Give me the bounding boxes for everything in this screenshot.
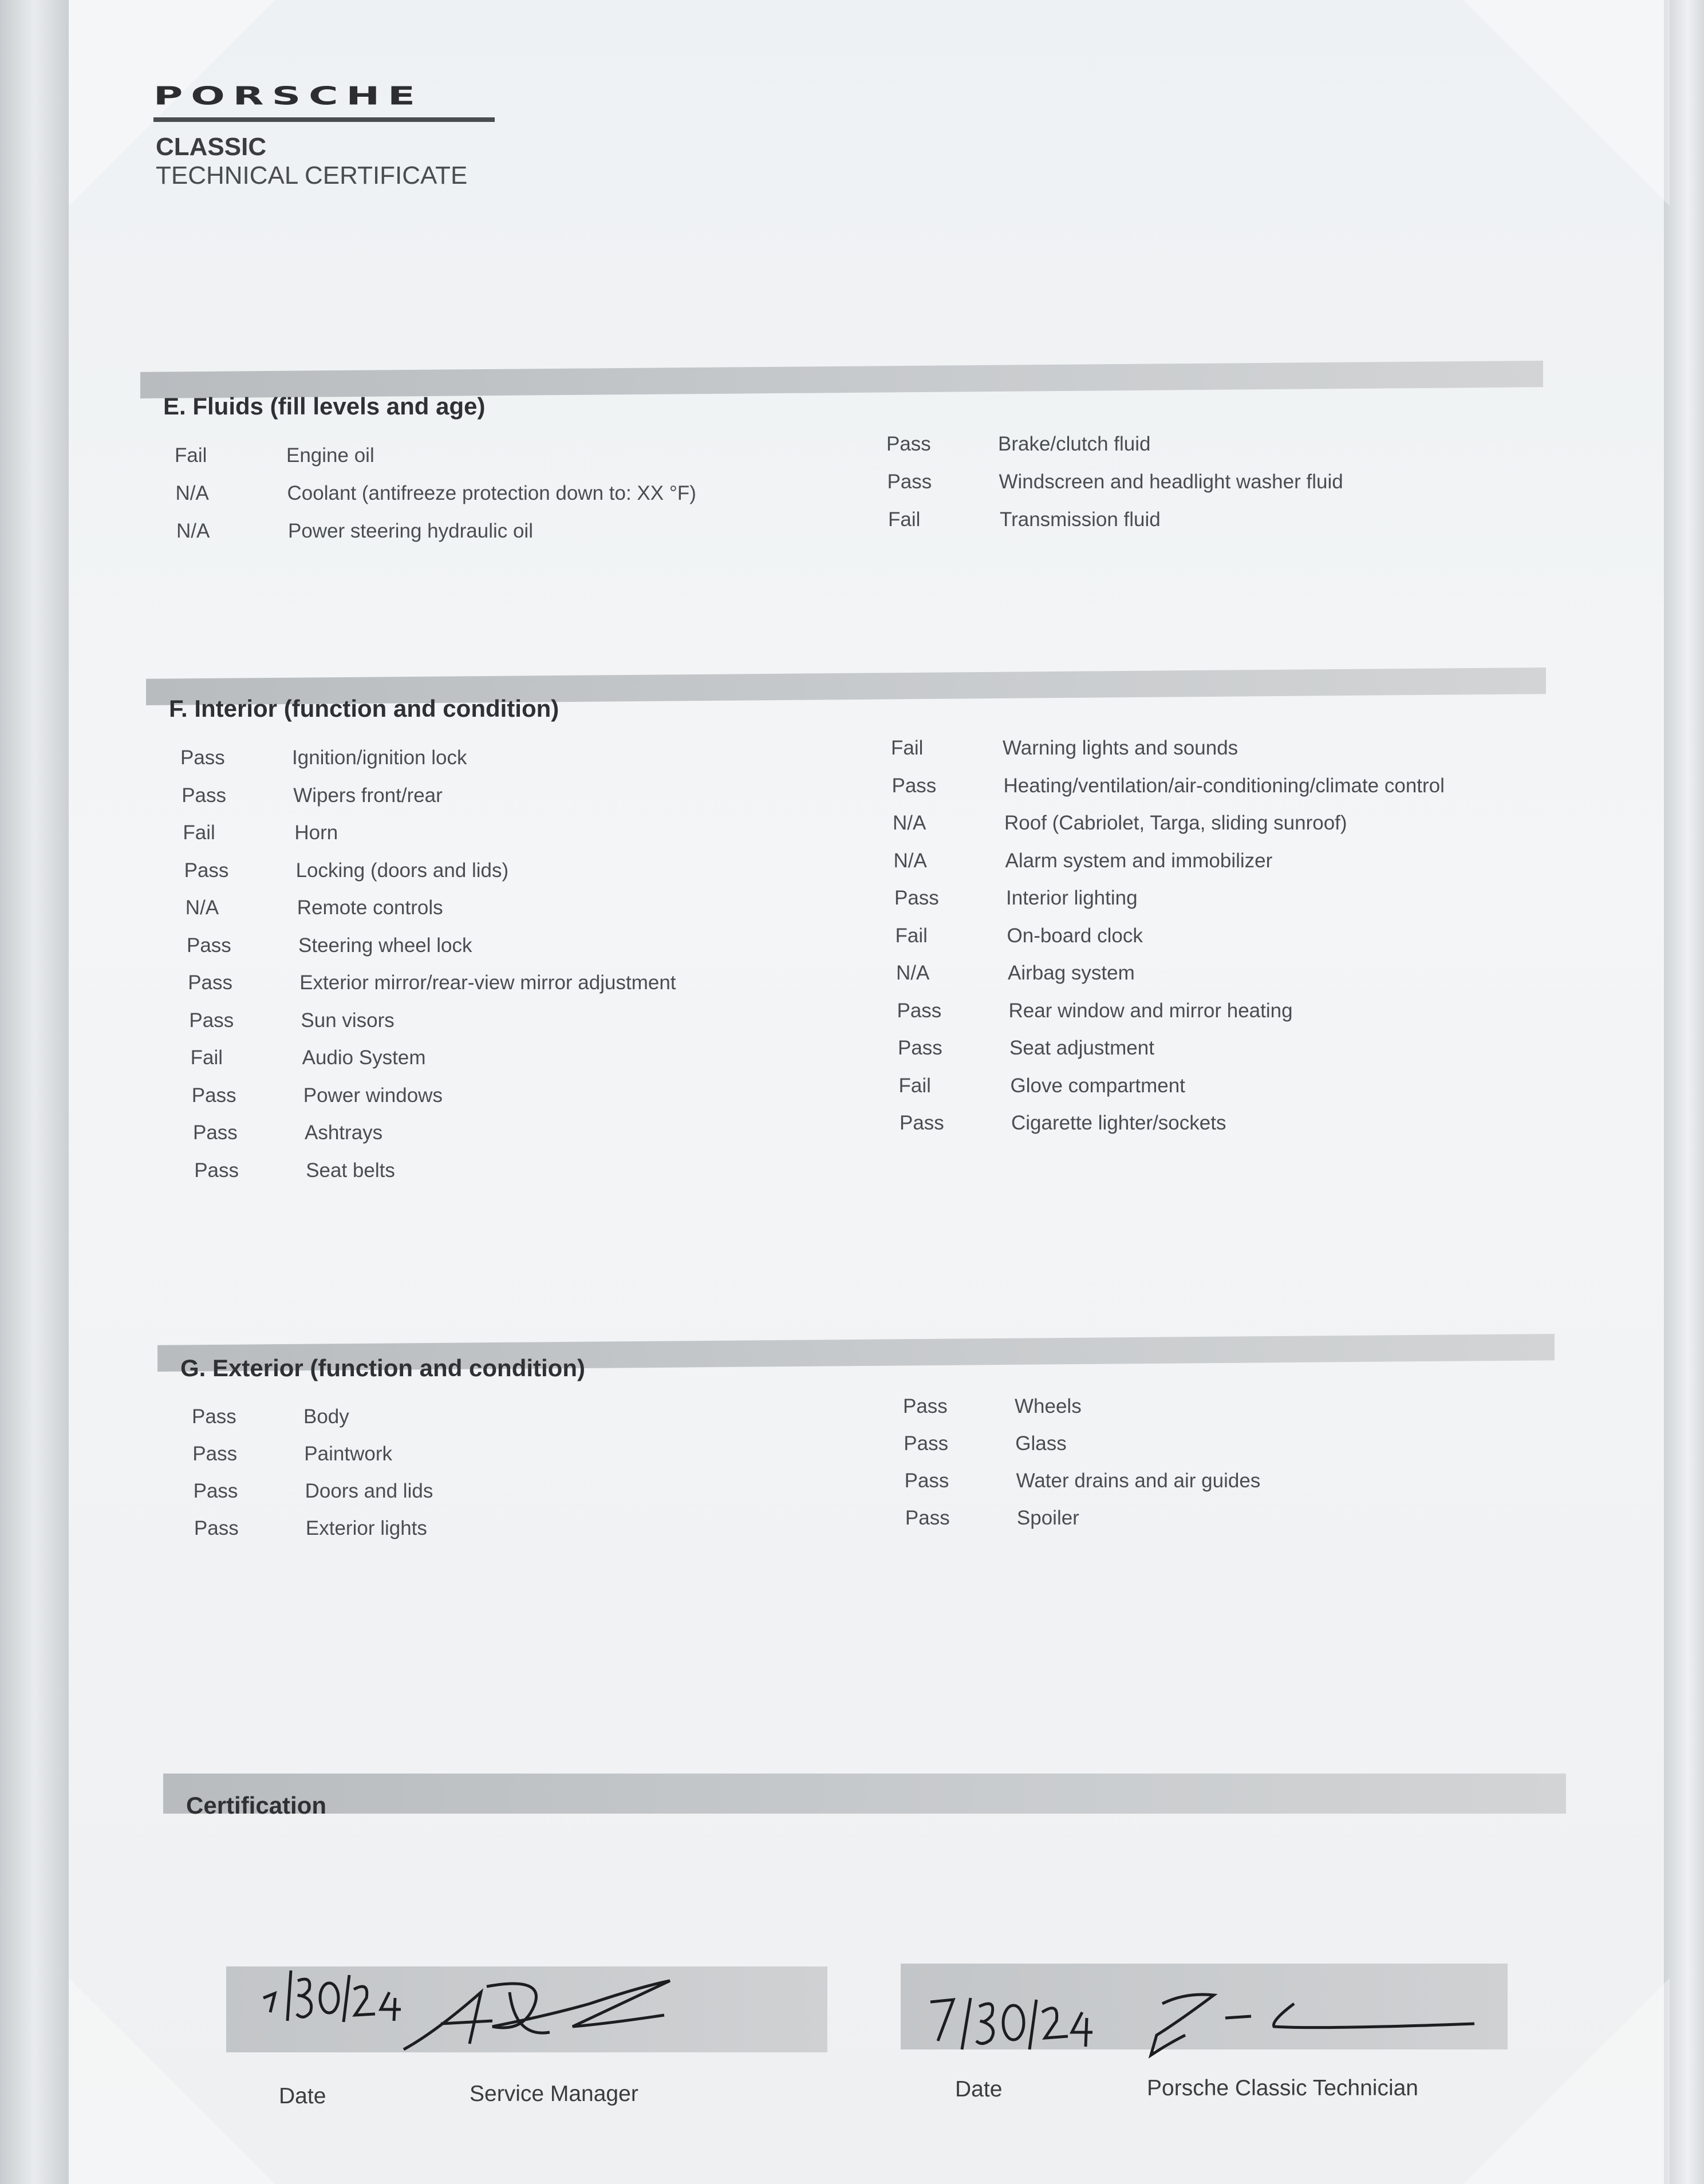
item-label: Warning lights and sounds (1003, 737, 1238, 759)
section-bar-certification (163, 1774, 1566, 1814)
status-value: Fail (183, 822, 215, 844)
item-label: Paintwork (304, 1443, 392, 1465)
status-value: Pass (898, 1037, 942, 1059)
status-value: Pass (184, 859, 229, 882)
item-label: Brake/clutch fluid (998, 433, 1151, 455)
item-label: Roof (Cabriolet, Targa, sliding sunroof) (1004, 812, 1347, 834)
item-label: Remote controls (297, 896, 443, 919)
role-caption-technician: Porsche Classic Technician (1147, 2076, 1418, 2100)
header-classic: CLASSIC (156, 133, 267, 161)
item-label: Power steering hydraulic oil (288, 520, 533, 542)
status-value: Fail (898, 1074, 931, 1097)
item-label: Spoiler (1016, 1507, 1079, 1529)
status-value: Pass (903, 1395, 948, 1417)
item-label: Rear window and mirror heating (1008, 999, 1293, 1022)
status-value: Pass (904, 1470, 949, 1492)
item-label: Water drains and air guides (1016, 1470, 1261, 1492)
status-value: Pass (900, 1112, 944, 1134)
item-label: Interior lighting (1006, 887, 1138, 909)
status-value: Pass (194, 1159, 239, 1182)
status-value: Pass (187, 934, 231, 957)
item-label: Body (303, 1405, 349, 1428)
status-value: N/A (175, 482, 209, 504)
status-value: Pass (180, 747, 225, 769)
item-label: Cigarette lighter/sockets (1011, 1112, 1226, 1134)
status-value: Pass (886, 433, 931, 455)
technician-signature (1145, 1981, 1483, 2061)
binder-right-edge (1664, 0, 1704, 2184)
item-label: Ignition/ignition lock (292, 747, 467, 769)
status-value: Fail (895, 924, 928, 947)
status-value: Pass (193, 1480, 238, 1502)
item-label: Wipers front/rear (293, 784, 443, 807)
status-value: Pass (887, 471, 932, 493)
item-label: Seat adjustment (1009, 1037, 1154, 1059)
status-value: Pass (193, 1121, 238, 1144)
status-value: Pass (182, 784, 226, 807)
item-label: Sun visors (301, 1009, 395, 1032)
status-value: Fail (175, 444, 207, 467)
status-value: N/A (893, 849, 927, 872)
service-manager-signature (401, 1969, 676, 2055)
logo-underline (153, 117, 495, 122)
item-label: Exterior mirror/rear-view mirror adjustment (299, 971, 676, 994)
brand-logo: PORSCHE (153, 81, 423, 110)
item-label: Horn (294, 822, 338, 844)
item-label: Steering wheel lock (298, 934, 472, 957)
item-label: Exterior lights (305, 1517, 427, 1539)
status-value: Pass (904, 1432, 949, 1455)
status-value: Pass (191, 1084, 236, 1107)
status-value: N/A (893, 812, 926, 834)
item-label: Locking (doors and lids) (295, 859, 509, 882)
handwritten-date-service-manager (258, 1958, 407, 2027)
section-title-exterior: G. Exterior (function and condition) (180, 1354, 585, 1381)
item-label: Airbag system (1008, 962, 1135, 984)
item-label: Heating/ventilation/air-conditioning/climate control (1003, 774, 1445, 797)
status-value: Pass (892, 774, 937, 797)
status-value: N/A (896, 962, 930, 984)
item-label: Ashtrays (305, 1121, 383, 1144)
item-label: Alarm system and immobilizer (1005, 849, 1273, 872)
status-value: N/A (185, 896, 219, 919)
item-label: Power windows (303, 1084, 443, 1107)
item-label: Windscreen and headlight washer fluid (999, 471, 1343, 493)
item-label: Glass (1015, 1432, 1067, 1455)
item-label: Seat belts (306, 1159, 395, 1182)
date-caption-service-manager: Date (279, 2084, 326, 2108)
role-caption-service-manager: Service Manager (470, 2082, 638, 2106)
status-value: Pass (897, 999, 942, 1022)
handwritten-date-technician (928, 1995, 1094, 2052)
item-label: Coolant (antifreeze protection down to: XX °F) (287, 482, 696, 504)
status-value: Fail (190, 1046, 223, 1069)
status-value: Pass (894, 887, 939, 909)
section-title-interior: F. Interior (function and condition) (169, 695, 559, 722)
date-caption-technician: Date (955, 2077, 1003, 2102)
section-title-certification: Certification (186, 1792, 327, 1819)
status-value: Pass (905, 1507, 950, 1529)
item-label: Engine oil (286, 444, 374, 467)
item-label: Transmission fluid (1000, 508, 1161, 531)
status-value: Pass (192, 1443, 238, 1465)
header-technical-certificate: TECHNICAL CERTIFICATE (156, 161, 468, 189)
status-value: Pass (189, 1009, 234, 1032)
item-label: Glove compartment (1010, 1074, 1185, 1097)
item-label: Audio System (302, 1046, 426, 1069)
status-value: Pass (192, 1405, 236, 1428)
section-title-fluids: E. Fluids (fill levels and age) (163, 393, 486, 420)
status-value: Pass (188, 971, 232, 994)
status-value: N/A (176, 520, 210, 542)
item-label: Wheels (1015, 1395, 1082, 1417)
status-value: Fail (888, 508, 921, 531)
item-label: Doors and lids (305, 1480, 433, 1502)
status-value: Pass (194, 1517, 239, 1539)
item-label: On-board clock (1007, 924, 1143, 947)
status-value: Fail (891, 737, 924, 759)
